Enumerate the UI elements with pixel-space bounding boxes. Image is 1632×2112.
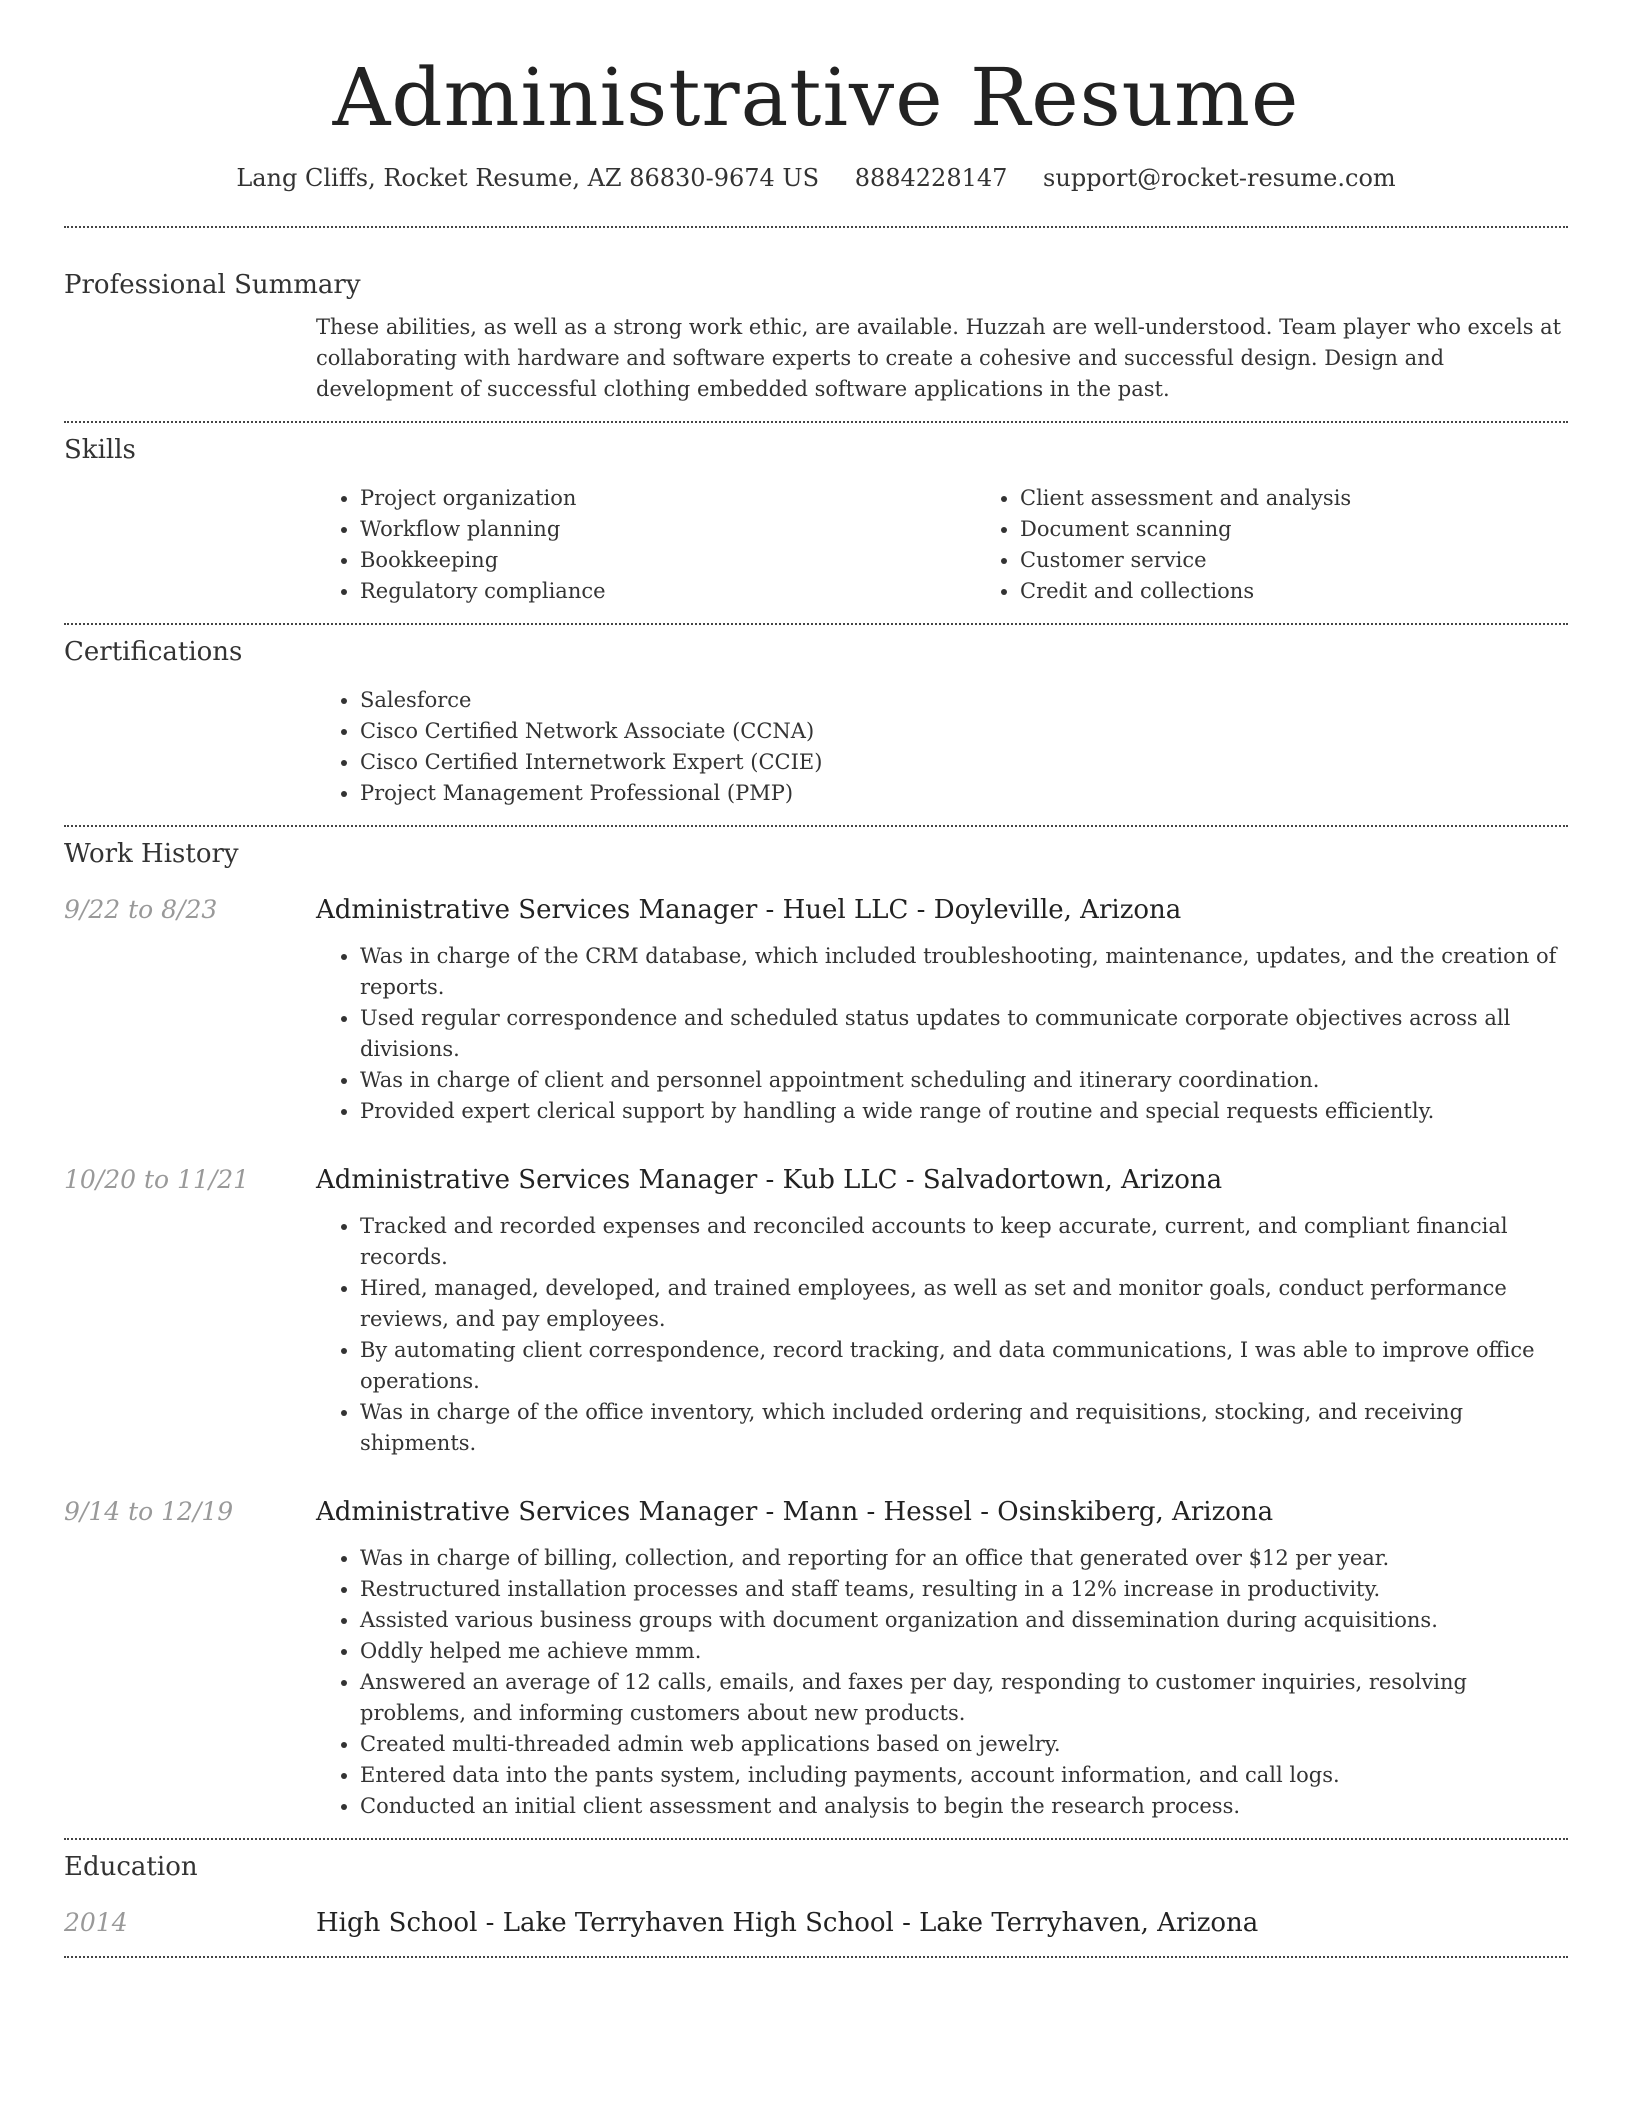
contact-line	[64, 164, 1568, 192]
job-bullet: • Was in charge of client and personnel appointment scheduling and itinerary coordination.	[360, 1065, 1568, 1096]
job-date: 10/20 to 11/21	[64, 1165, 250, 1194]
job-bullet: • Entered data into the pants system, including payments, account information, and call logs.	[360, 1760, 1568, 1791]
education-section	[64, 1840, 1568, 1956]
job-bullet: • Answered an average of 12 calls, emails, and faxes per day, responding to customer inquiries, resolving problems, and informing customers about new products.	[360, 1667, 1568, 1729]
work-history-section	[64, 827, 1568, 1838]
skill-item: • Credit and collections	[1020, 576, 1632, 607]
job-date: 9/22 to 8/23	[64, 895, 218, 924]
job-title: Administrative Services Manager - Kub LLC - Salvadortown, Arizona	[316, 1165, 1223, 1195]
job-entry	[64, 895, 1568, 1127]
job-bullet: • Created multi-threaded admin web applications based on jewelry.	[360, 1729, 1568, 1760]
section-title-skills: Skills	[64, 435, 136, 465]
job-bullet: • Provided expert clerical support by handling a wide range of routine and special requests efficiently.	[360, 1096, 1568, 1127]
contact-address: Lang Cliffs, Rocket Resume, AZ 86830-9674 US	[236, 164, 820, 192]
certifications-list	[316, 685, 1568, 809]
job-bullet: • Restructured installation processes and staff teams, resulting in a 12% increase in productivity.	[360, 1574, 1568, 1605]
skills-list-left	[316, 483, 976, 607]
job-bullet: • Oddly helped me achieve mmm.	[360, 1636, 1568, 1667]
section-title-summary: Professional Summary	[64, 270, 361, 300]
section-title-certifications: Certifications	[64, 637, 243, 667]
certification-item: • Cisco Certified Network Associate (CCNA)	[360, 716, 1568, 747]
job-bullet: • Assisted various business groups with document organization and dissemination during acquisitions.	[360, 1605, 1568, 1636]
job-title: Administrative Services Manager - Huel LLC - Doyleville, Arizona	[316, 895, 1182, 925]
job-entry	[64, 1497, 1568, 1822]
skills-list-right	[976, 483, 1632, 607]
job-bullet: • Was in charge of the CRM database, which included troubleshooting, maintenance, updates, and the creation of reports.	[360, 941, 1568, 1003]
contact-phone: 8884228147	[854, 164, 1008, 192]
job-bullet: • Hired, managed, developed, and trained employees, as well as set and monitor goals, conduct performance reviews, and pay employees.	[360, 1273, 1568, 1335]
certification-item: • Project Management Professional (PMP)	[360, 778, 1568, 809]
job-bullets	[316, 941, 1568, 1127]
section-title-education: Education	[64, 1852, 198, 1882]
skill-item: • Bookkeeping	[360, 545, 976, 576]
resume-header	[64, 0, 1568, 192]
job-bullets	[316, 1211, 1568, 1459]
job-bullet: • Was in charge of the office inventory, which included ordering and requisitions, stocking, and receiving shipments.	[360, 1397, 1568, 1459]
job-date: 9/14 to 12/19	[64, 1497, 234, 1526]
job-entry	[64, 1165, 1568, 1459]
skill-item: • Regulatory compliance	[360, 576, 976, 607]
job-bullet: • Was in charge of billing, collection, and reporting for an office that generated over $12 per year.	[360, 1543, 1568, 1574]
contact-email: support@rocket-resume.com	[1043, 164, 1396, 192]
education-entry	[64, 1908, 1568, 1938]
skill-item: • Workflow planning	[360, 514, 976, 545]
certification-item: • Cisco Certified Internetwork Expert (CCIE)	[360, 747, 1568, 778]
page-title: Administrative Resume	[332, 51, 1300, 144]
section-title-work-history: Work History	[64, 839, 239, 869]
skills-section	[64, 423, 1568, 623]
skill-item: • Project organization	[360, 483, 976, 514]
summary-text: These abilities, as well as a strong work ethic, are available. Huzzah are well-understood. Team player who excels at collaborating with hardware and software experts to create a cohesive and successful design. Design and development of successful clothing embedded software applications in the past.	[316, 315, 1562, 401]
certification-item: • Salesforce	[360, 685, 1568, 716]
education-date: 2014	[64, 1908, 128, 1937]
summary-section	[64, 228, 1568, 421]
job-bullet: • Conducted an initial client assessment and analysis to begin the research process.	[360, 1791, 1568, 1822]
job-title: Administrative Services Manager - Mann - Hessel - Osinskiberg, Arizona	[316, 1497, 1274, 1527]
job-bullet: • Tracked and recorded expenses and reconciled accounts to keep accurate, current, and compliant financial records.	[360, 1211, 1568, 1273]
divider	[64, 1956, 1568, 1958]
skill-item: • Client assessment and analysis	[1020, 483, 1632, 514]
skill-item: • Customer service	[1020, 545, 1632, 576]
job-bullet: • By automating client correspondence, record tracking, and data communications, I was able to improve office operations.	[360, 1335, 1568, 1397]
education-title: High School - Lake Terryhaven High School - Lake Terryhaven, Arizona	[316, 1908, 1259, 1938]
job-bullet: • Used regular correspondence and scheduled status updates to communicate corporate objectives across all divisions.	[360, 1003, 1568, 1065]
skill-item: • Document scanning	[1020, 514, 1632, 545]
job-bullets	[316, 1543, 1568, 1822]
certifications-section	[64, 625, 1568, 825]
